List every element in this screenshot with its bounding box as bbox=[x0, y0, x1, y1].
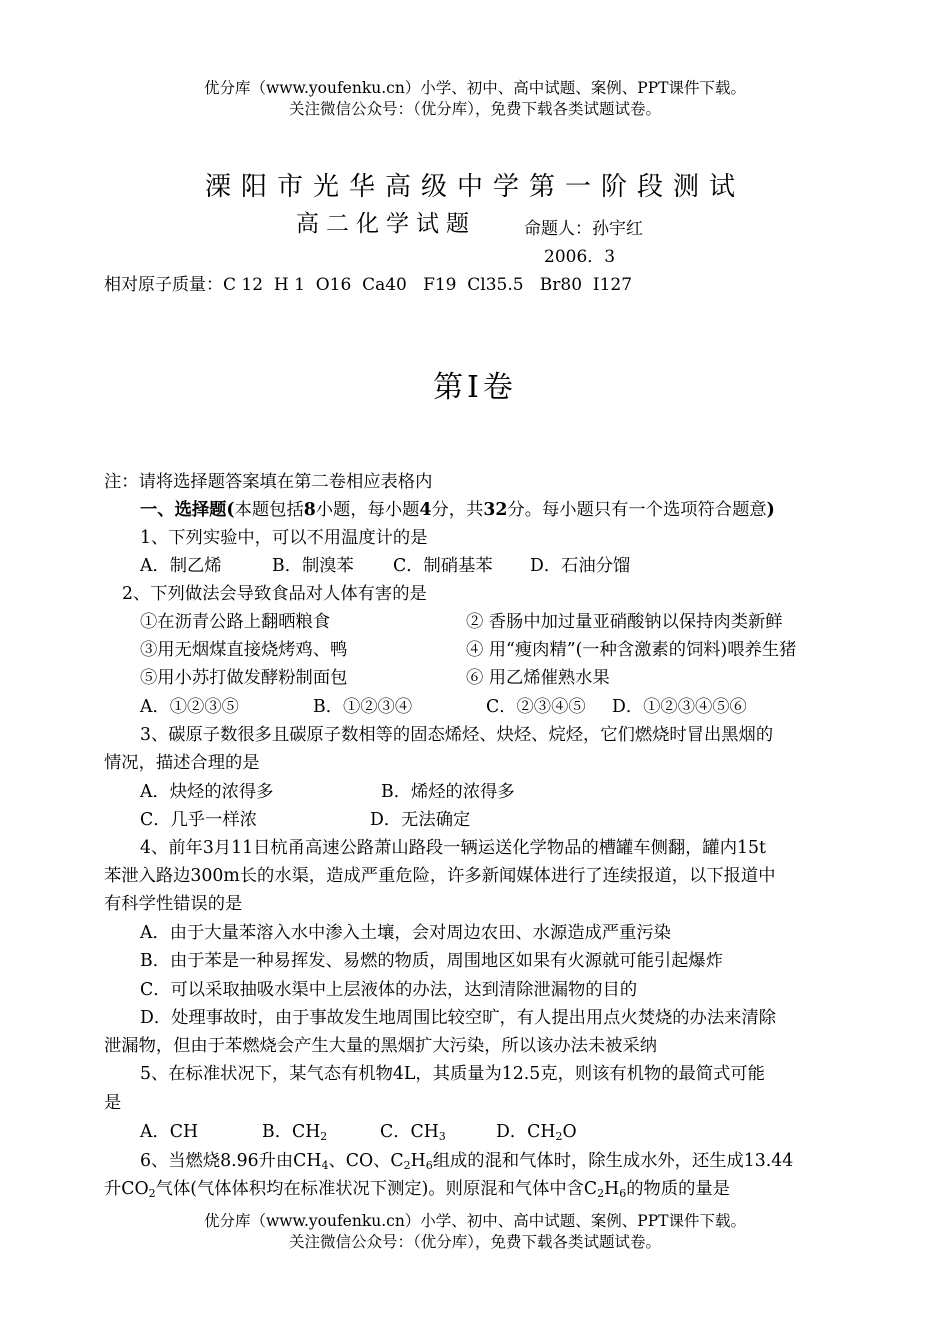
q5-option-c bbox=[380, 1120, 446, 1144]
q6-text: 的物质的量是 bbox=[626, 1179, 730, 1199]
subscript: 2 bbox=[597, 1187, 605, 1200]
section-text: 一、选择题( bbox=[140, 500, 235, 520]
q2-item-5: ⑤用小苏打做发酵粉制面包 bbox=[140, 668, 348, 688]
exam-subtitle: 高二化学试题 bbox=[296, 211, 476, 237]
subscript: 2 bbox=[555, 1130, 563, 1143]
q4-option-d-2: 泄漏物，但由于苯燃烧会产生大量的黑烟扩大污染，所以该办法未被采纳 bbox=[104, 1036, 658, 1056]
section-text: 分。每小题只有一个选项符合题意 bbox=[507, 500, 767, 520]
section-heading bbox=[140, 498, 775, 522]
subscript: 3 bbox=[438, 1130, 446, 1143]
q6-stem-1 bbox=[140, 1149, 793, 1173]
section-text: ) bbox=[766, 500, 775, 520]
volume-heading: 第Ⅰ卷 bbox=[433, 370, 517, 405]
footer-line-1: 优分库（www.youfenku.cn）小学、初中、高中试题、案例、PPT课件下载。 bbox=[203, 1212, 747, 1230]
q3-option-b: B．烯烃的浓得多 bbox=[381, 782, 515, 802]
atomic-mass-line: 相对原子质量：C 12 H 1 O16 Ca40 F19 Cl35.5 Br80 I127 bbox=[104, 275, 633, 295]
q5-option-d-text: O bbox=[562, 1122, 577, 1142]
q4-stem-3: 有科学性错误的是 bbox=[104, 894, 243, 914]
q2-item-1: ①在沥青公路上翻晒粮食 bbox=[140, 612, 331, 632]
subscript: 6 bbox=[619, 1187, 627, 1200]
q3-option-c: C．几乎一样浓 bbox=[140, 810, 257, 830]
footer-line-2: 关注微信公众号：（优分库），免费下载各类试题试卷。 bbox=[288, 1233, 661, 1251]
q2-option-a: A．①②③⑤ bbox=[140, 697, 239, 717]
subscript: 4 bbox=[321, 1159, 329, 1172]
subscript: 2 bbox=[320, 1130, 328, 1143]
q4-option-a: A．由于大量苯溶入水中渗入土壤，会对周边农田、水源造成严重污染 bbox=[140, 923, 671, 943]
exam-title: 溧阳市光华高级中学第一阶段测试 bbox=[204, 172, 745, 202]
q1-stem: 1、下列实验中，可以不用温度计的是 bbox=[140, 528, 428, 548]
q1-option-b: B．制溴苯 bbox=[272, 556, 354, 576]
q1-option-d: D．石油分馏 bbox=[530, 556, 631, 576]
q6-text: 气体(气体体积均在标准状况下测定)。则原混和气体中含C bbox=[155, 1179, 598, 1199]
q2-item-4: ④ 用“瘦肉精”(一种含激素的饲料)喂养生猪 bbox=[466, 640, 797, 660]
q2-stem: 2、下列做法会导致食品对人体有害的是 bbox=[122, 584, 427, 604]
q3-option-a: A．炔烃的浓得多 bbox=[140, 782, 274, 802]
q5-option-c-text: C．CH bbox=[380, 1122, 439, 1142]
q5-option-b bbox=[262, 1120, 327, 1144]
q4-stem-2: 苯泄入路边300m长的水渠，造成严重危险，许多新闻媒体进行了连续报道，以下报道中 bbox=[104, 866, 776, 886]
q4-option-c: C．可以采取抽吸水渠中上层液体的办法，达到清除泄漏物的目的 bbox=[140, 980, 638, 1000]
section-text: 小题，每小题 bbox=[315, 500, 420, 520]
q5-option-d-text: D．CH bbox=[496, 1122, 556, 1142]
q3-stem-1: 3、碳原子数很多且碳原子数相等的固态烯烃、炔烃、烷烃，它们燃烧时冒出黑烟的 bbox=[140, 725, 774, 745]
q2-option-b: B．①②③④ bbox=[313, 697, 413, 717]
section-text: 本题包括 bbox=[234, 500, 304, 520]
subscript: 2 bbox=[148, 1187, 156, 1200]
section-text: 分，共 bbox=[431, 500, 484, 520]
q1-option-c: C．制硝基苯 bbox=[393, 556, 493, 576]
q2-item-2: ② 香肠中加过量亚硝酸钠以保持肉类新鲜 bbox=[466, 612, 783, 632]
q6-text: 组成的混和气体时，除生成水外，还生成13.44 bbox=[432, 1151, 794, 1171]
section-number: 4 bbox=[419, 500, 432, 520]
q5-stem-1: 5、在标准状况下，某气态有机物4L，其质量为12.5克，则该有机物的最简式可能 bbox=[140, 1064, 765, 1084]
q4-stem-1: 4、前年3月11日杭甬高速公路萧山路段一辆运送化学物品的槽罐车侧翻，罐内15t bbox=[140, 838, 766, 858]
q6-text: H bbox=[604, 1179, 620, 1199]
q5-stem-2: 是 bbox=[104, 1093, 122, 1113]
header-line-2: 关注微信公众号：（优分库），免费下载各类试题试卷。 bbox=[288, 100, 661, 118]
exam-date: 2006．3 bbox=[544, 247, 616, 267]
header-line-1: 优分库（www.youfenku.cn）小学、初中、高中试题、案例、PPT课件下载。 bbox=[203, 79, 747, 97]
q2-item-6: ⑥ 用乙烯催熟水果 bbox=[466, 668, 610, 688]
q5-option-b-text: B．CH bbox=[262, 1122, 321, 1142]
q6-text: 、CO、C bbox=[328, 1151, 404, 1171]
subscript: 2 bbox=[403, 1159, 411, 1172]
q2-option-c: C．②③④⑤ bbox=[486, 697, 586, 717]
subscript: 6 bbox=[425, 1159, 433, 1172]
q3-option-d: D．无法确定 bbox=[370, 810, 471, 830]
section-number: 32 bbox=[483, 500, 508, 520]
exam-author: 命题人：孙宇红 bbox=[524, 219, 643, 239]
q2-item-3: ③用无烟煤直接烧烤鸡、鸭 bbox=[140, 640, 348, 660]
q6-text: 6、当燃烧8.96升由CH bbox=[140, 1151, 322, 1171]
q1-option-a: A．制乙烯 bbox=[140, 556, 222, 576]
q4-option-b: B．由于苯是一种易挥发、易燃的物质，周围地区如果有火源就可能引起爆炸 bbox=[140, 951, 723, 971]
q6-text: H bbox=[410, 1151, 426, 1171]
q6-stem-2 bbox=[104, 1177, 730, 1201]
q2-option-d: D．①②③④⑤⑥ bbox=[612, 697, 747, 717]
q5-option-d bbox=[496, 1120, 577, 1144]
q3-stem-2: 情况，描述合理的是 bbox=[104, 753, 260, 773]
q5-option-a: A．CH bbox=[140, 1122, 199, 1142]
section-number: 8 bbox=[303, 500, 316, 520]
q6-text: 升CO bbox=[104, 1179, 149, 1199]
q4-option-d-1: D．处理事故时，由于事故发生地周围比较空旷，有人提出用点火焚烧的办法来清除 bbox=[140, 1008, 776, 1028]
note-line: 注：请将选择题答案填在第二卷相应表格内 bbox=[104, 472, 433, 492]
